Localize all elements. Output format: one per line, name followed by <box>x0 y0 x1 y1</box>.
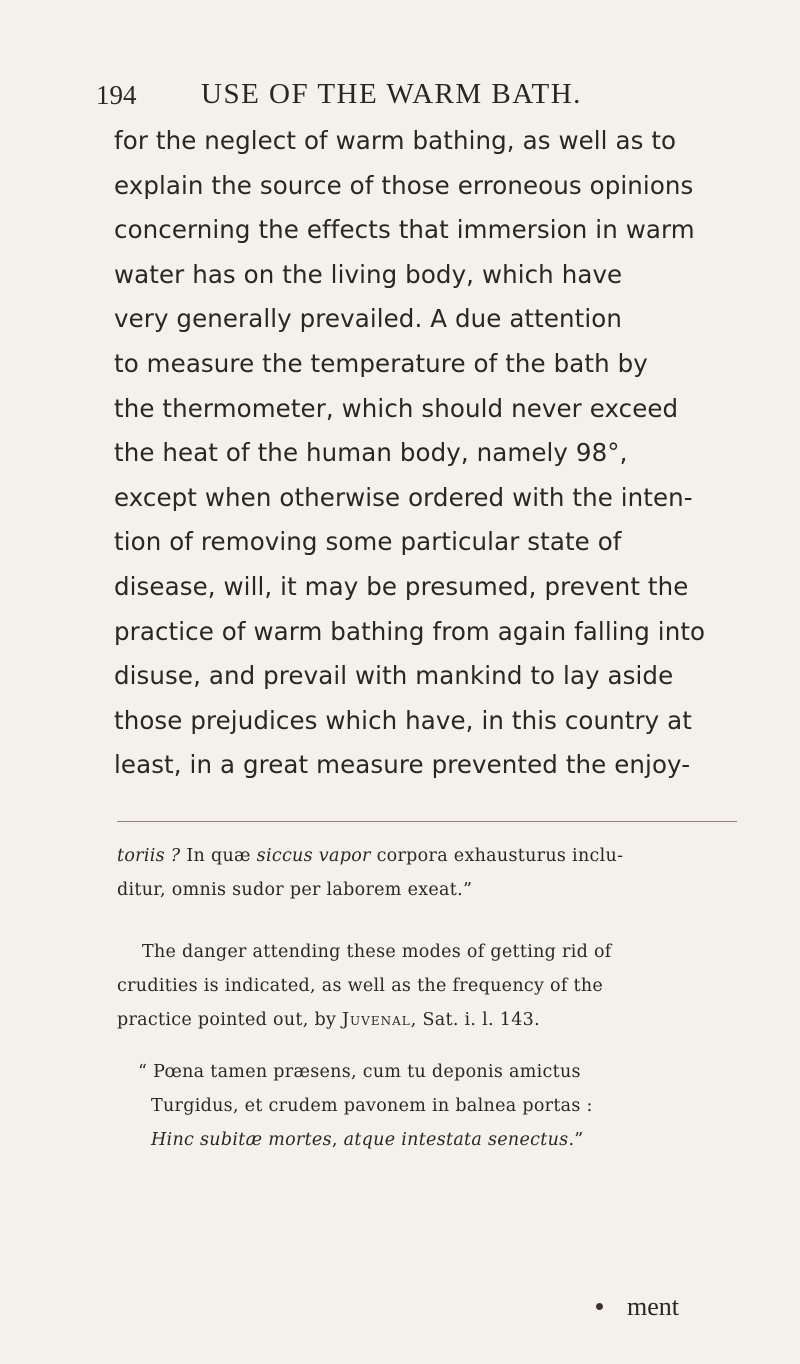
text-line: least, in a great measure prevented the enjoy- <box>114 750 691 780</box>
text-line: very generally prevailed. A due attention <box>114 304 622 334</box>
text-line: explain the source of those erroneous opinions <box>114 170 694 200</box>
verse-line: “ Pœna tamen præsens, cum tu deponis amictus <box>138 1062 581 1082</box>
author-name: Juvenal <box>342 1010 411 1030</box>
text-line: for the neglect of warm bathing, as well as to <box>114 126 677 155</box>
page-number: 194 <box>96 80 137 110</box>
text-line: concerning the effects that immersion in warm <box>114 215 695 245</box>
ink-dot <box>596 1303 603 1310</box>
verse-line: Turgidus, et crudem pavonem in balnea portas : <box>151 1096 593 1116</box>
footnote-line: crudities is indicated, as well as the frequency of the <box>117 976 604 996</box>
verse-line: Hinc subitæ mortes, atque intestata senectus.” <box>151 1130 584 1150</box>
footnote-line: toriis ? In quæ siccus vapor corpora exhausturus inclu- <box>117 846 624 866</box>
running-head: USE OF THE WARM BATH. <box>201 78 582 110</box>
footnote-divider <box>117 821 737 822</box>
text-line: disuse, and prevail with mankind to lay aside <box>114 661 674 691</box>
footnote-line: The danger attending these modes of getting rid of <box>142 942 612 962</box>
text-line: disease, will, it may be presumed, prevent the <box>114 572 689 601</box>
page-header <box>96 80 736 120</box>
text-line: tion of removing some particular state of <box>114 527 622 557</box>
text-line: except when otherwise ordered with the inten- <box>114 482 693 512</box>
text-line: practice of warm bathing from again falling into <box>114 616 706 646</box>
text-line: the thermometer, which should never exceed <box>114 393 679 423</box>
footnote-line: practice pointed out, by Juvenal, Sat. i. l. 143. <box>117 1010 540 1030</box>
text-line: those prejudices which have, in this country at <box>114 705 692 735</box>
catchword: ment <box>627 1292 679 1321</box>
text-line: to measure the temperature of the bath by <box>114 349 648 378</box>
footnote-line: ditur, omnis sudor per laborem exeat.” <box>117 880 473 900</box>
text-line: water has on the living body, which have <box>114 259 623 289</box>
text-line: the heat of the human body, namely 98°, <box>114 438 628 468</box>
